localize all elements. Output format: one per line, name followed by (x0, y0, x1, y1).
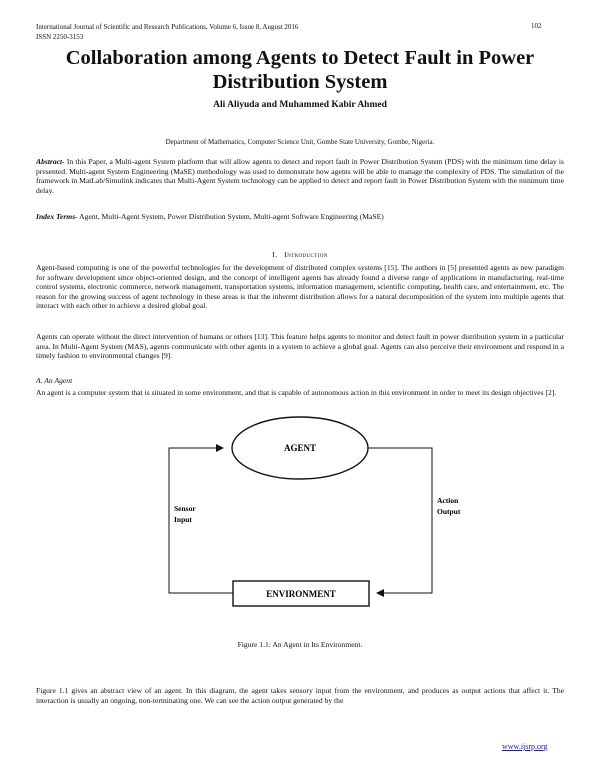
page-number: 102 (531, 22, 542, 30)
figure-discussion: Figure 1.1 gives an abstract view of an agent. In this diagram, the agent takes sensory input from the environment, and produces as output actions that affect it. The interaction is usually an ongoing, non-terminating one. We can see the action output generated by the (36, 686, 564, 705)
paper-title: Collaboration among Agents to Detect Fault in Power Distribution System (65, 47, 535, 93)
intro-paragraph-1: Agent-based computing is one of the powerful technologies for the development of distributed complex systems [15]. The authors in [5] presented agents as new paradigm for software development since object-oriented design, and the concept of intelligent agents has already found a diverse range of applications in manufacturing, real-time control systems, electronic commerce, network management, transportation systems, information management, scientific computing, health care, and entertainment, etc. The reason for the growing success of agent technology in these areas is that the inherent distribution allows for a natural decomposition of the system into multiple agents that interact with each other to achieve a desired global goal. (36, 263, 564, 311)
agent-definition: An agent is a computer system that is situated in some environment, and that is capable of autonomous action in this environment in order to meet its design objectives [2]. (36, 388, 557, 397)
subsection-heading: A. An Agent (36, 376, 73, 385)
agent-label: AGENT (283, 443, 317, 453)
sensor-label-2: Input (174, 515, 192, 524)
intro-paragraph-2: Agents can operate without the direct intervention of humans or others [13]. This feature helps agents to monitor and detect fault in power distribution system in a particular area. In Multi-Agent System (MAS), agents communicate with other agents in a system to achieve a global goal. Agents can also perceive their environment and respond in a timely fashion to environmental changes [9]. (36, 332, 564, 361)
action-output-arrow (368, 448, 432, 593)
index-terms-text: Agent, Multi-Agent System, Power Distribution System, Multi-agent Software Engineering (MaSE) (77, 212, 384, 221)
abstract-text: In this Paper, a Multi-agent System platform that will allow agents to detect and report fault in Power Distribution System (PDS) with the minimum time delay is presented. Multi-agent System Engineering (MaSE) methodology was used to demonstrate how agents will be able to manage the complexity of PDS. The simulation of the framework in MatLab/Simulink indicates that Multi-Agent System technology can be applied to detect and report fault in Power Distribution System with the minimum time delay. (36, 157, 564, 195)
authors: Ali Aliyuda and Muhammed Kabir Ahmed (213, 100, 387, 110)
abstract-label: Abstract- (36, 157, 65, 166)
index-terms-label: Index Terms- (36, 212, 78, 221)
footer-link[interactable]: www.ijsrp.org (502, 742, 548, 751)
environment-label: ENVIRONMENT (266, 589, 336, 599)
figure-caption: Figure 1.1: An Agent in Its Environment. (237, 640, 363, 649)
section-title: Introduction (284, 250, 328, 259)
section-number: I. (272, 250, 278, 259)
action-label-1: Action (437, 496, 459, 505)
action-label-2: Output (437, 507, 461, 516)
journal-info: International Journal of Scientific and Research Publications, Volume 6, Issue 8, August 2016 (36, 23, 299, 31)
affiliation: Department of Mathematics, Computer Science Unit, Gombe State University, Gombe, Nigeria. (165, 138, 435, 146)
sensor-label-1: Sensor (174, 504, 196, 513)
issn: ISSN 2250-3153 (36, 33, 84, 41)
